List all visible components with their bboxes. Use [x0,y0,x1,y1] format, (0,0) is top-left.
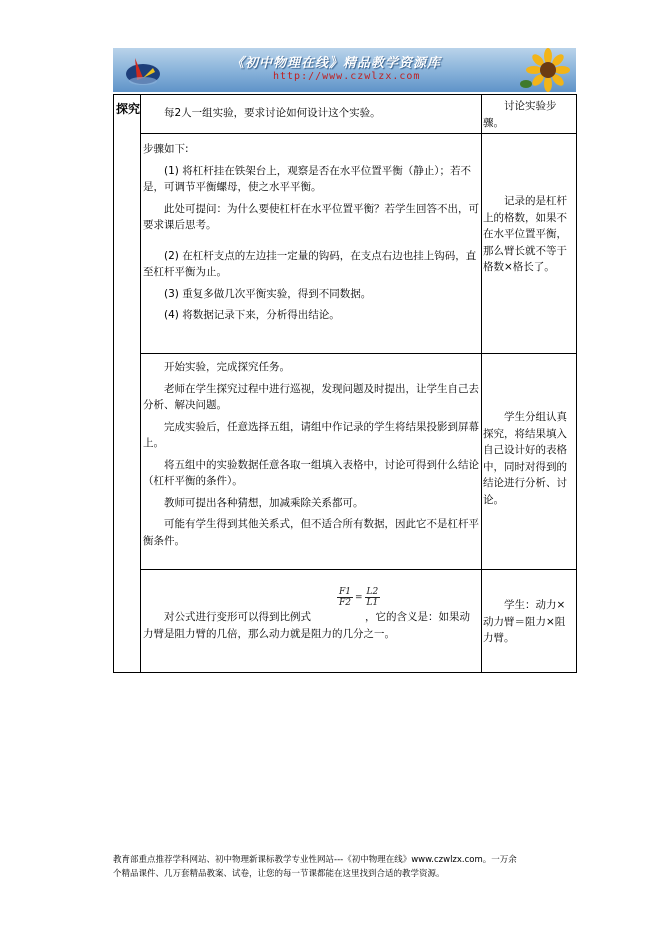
row-3-note-text: 学生分组认真探究，将结果填入自己设计好的表格中，同时对得到的结论进行分析、讨论。 [483,411,567,506]
row-2-note [483,193,575,276]
row-4-text [143,609,480,642]
formula-f1: F1 [339,587,351,597]
row-divider-3 [140,569,576,570]
banner-url[interactable]: http://www.czwlzx.com [273,71,421,82]
formula-f2: F2 [339,598,351,608]
row-2-note-text: 记录的是杠杆上的格数，如果不在水平位置平衡，那么臂长就不等于格数×格长了。 [483,195,567,273]
row-1-note [483,98,575,131]
step-2: (2) 在杠杆支点的左边挂一定量的钩码，在支点右边也挂上钩码，直至杠杆平衡为止。 [143,249,477,278]
row-3-text-2: 老师在学生探究过程中进行巡视，发现问题及时提出，让学生自己去分析、解决问题。 [143,382,479,411]
row-4-note [483,597,575,647]
row-3-note [483,409,575,508]
row-3-text-4: 将五组中的实验数据任意各取一组填入表格中，讨论可得到什么结论（杠杆平衡的条件）。 [143,458,479,487]
lesson-table [113,94,577,673]
formula-l1: L1 [366,598,379,608]
row-3-text-5: 教师可提出各种猜想，加减乘除关系都可。 [164,496,364,509]
row-divider-1 [140,133,576,134]
step-4: (4) 将数据记录下来，分析得出结论。 [164,309,340,321]
row-3-text-3: 完成实验后，任意选择五组，请组中作记录的学生将结果投影到屏幕上。 [143,420,479,449]
fraction-f [337,587,353,608]
step-1-question: 此处可提问：为什么要使杠杆在水平位置平衡？若学生回答不出，可要求课后思考。 [143,202,479,231]
row-4-main [143,609,480,642]
page-footer [113,853,583,881]
column-divider-1 [140,95,141,672]
row-1-note-text: 讨论实验步骤。 [483,100,557,129]
banner-title: 《初中物理在线》精品教学资源库 [231,56,442,71]
formula-equals: = [354,592,363,603]
step-1: (1) 将杠杆挂在铁架台上，观察是否在水平位置平衡（静止）；若不是，可调节平衡螺母，使之水平平衡。 [143,164,471,193]
fraction-l [365,587,381,608]
footer-line-2: 个精品课件、几万套精品教案、试卷，让您的每一节课都能在这里找到合适的教学资源。 [113,869,445,879]
header-banner [113,48,576,92]
row-3-text-1: 开始实验，完成探究任务。 [164,361,290,373]
row-3-text-6: 可能有学生得到其他关系式，但不适合所有数据，因此它不是杠杆平衡条件。 [143,518,479,547]
proportion-formula [337,587,380,608]
section-label: 探究 [116,102,141,116]
footer-line-1: 教育部重点推荐学科网站、初中物理新课标教学专业性网站---《初中物理在线》www.czwlzx.com。一万余 [113,855,517,865]
steps-heading: 步骤如下: [143,143,189,155]
row-1-text: 每2人一组实验，要求讨论如何设计这个实验。 [164,107,381,119]
row-4-text-before: 对公式进行变形可以得到比例式 [164,611,311,623]
row-2-main [143,141,480,329]
formula-l2: L2 [366,587,379,597]
step-3: (3) 重复多做几次平衡实验，得到不同数据。 [164,287,372,300]
logo-icon [123,54,163,88]
row-4-text-after: ，它的含义是：如果动力臂是阻力臂的几倍，那么动力就是阻力的几分之一。 [143,611,470,640]
column-divider-2 [481,95,482,672]
row-divider-2 [140,353,576,354]
row-1-main [143,105,480,127]
sunflower-icon [516,48,576,92]
row-4-note-text: 学生：动力×动力臂＝阻力×阻力臂。 [483,599,566,644]
row-3-main [143,359,480,554]
